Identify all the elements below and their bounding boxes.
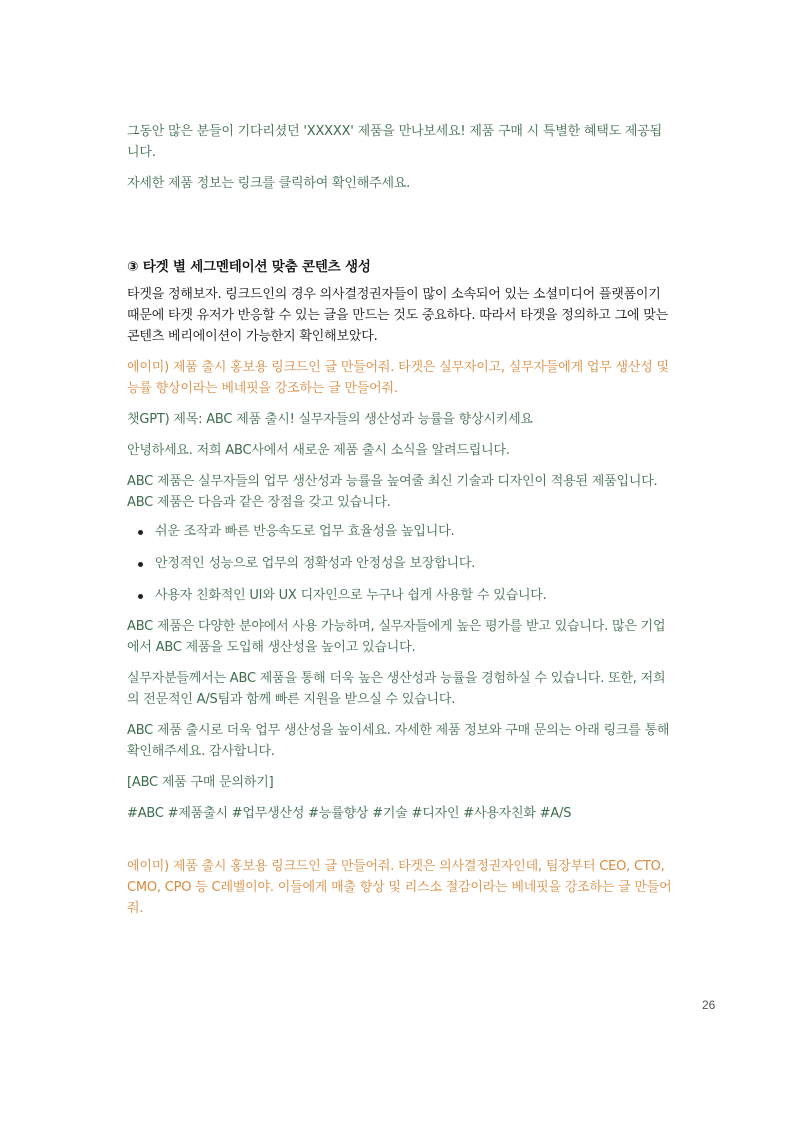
benefit-list bbox=[127, 521, 672, 606]
section-body: 타겟을 정해보자. 링크드인의 경우 의사결정권자들이 많이 소속되어 있는 소셜미디어 플랫폼이기 때문에 타겟 유저가 반응할 수 있는 글을 만드는 것도 중요하다. 따라서 타겟을 정의하고 그에 맞는 콘텐츠 베리에이션이 가능한지 확인해보았다. bbox=[127, 287, 668, 344]
document-page bbox=[127, 0, 672, 919]
intro-paragraph: 그동안 많은 분들이 기다리셨던 'XXXXX' 제품을 만나보세요! 제품 구매 시 특별한 혜택도 제공됩니다. bbox=[127, 124, 663, 160]
response-paragraph-4: ABC 제품 출시로 더욱 업무 생산성을 높이세요. 자세한 제품 정보와 구매 문의는 아래 링크를 통해 확인해주세요. 감사합니다. bbox=[127, 723, 670, 759]
response-paragraph-1: ABC 제품은 실무자들의 업무 생산성과 능률을 높여줄 최신 기술과 디자인이 적용된 제품입니다. ABC 제품은 다음과 같은 장점을 갖고 있습니다. bbox=[127, 474, 658, 510]
prompt-decision-makers: 에이미) 제품 출시 홍보용 링크드인 글 만들어줘. 타겟은 의사결정권자인데, 팀장부터 CEO, CTO, CMO, CPO 등 C레벨이야. 이들에게 매출 향상 및 리스소 절감이라는 베네핏을 강조하는 글 만들어줘. bbox=[127, 859, 672, 916]
hashtags: #ABC #제품출시 #업무생산성 #능률향상 #기술 #디자인 #사용자친화 #A/S bbox=[127, 806, 572, 821]
benefit-item: 쉬운 조작과 빠른 반응속도로 업무 효율성을 높입니다. bbox=[127, 521, 672, 542]
prompt-practitioner: 에이미) 제품 출시 홍보용 링크드인 글 만들어줘. 타겟은 실무자이고, 실무자들에게 업무 생산성 및 능률 향상이라는 베네핏을 강조하는 글 만들어줘. bbox=[127, 360, 669, 396]
section-heading: ③ 타겟 별 세그멘테이션 맞춤 콘텐츠 생성 bbox=[127, 259, 371, 275]
intro-link-instruction: 자세한 제품 정보는 링크를 클릭하여 확인해주세요. bbox=[127, 176, 411, 191]
response-paragraph-3: 실무자분들께서는 ABC 제품을 통해 더욱 높은 생산성과 능률을 경험하실 수 있습니다. 또한, 저희의 전문적인 A/S팀과 함께 빠른 지원을 받으실 수 있습니다. bbox=[127, 671, 666, 707]
response-greeting: 안녕하세요. 저희 ABC사에서 새로운 제품 출시 소식을 알려드립니다. bbox=[127, 443, 510, 458]
benefit-item: 안정적인 성능으로 업무의 정확성과 안정성을 보장합니다. bbox=[127, 553, 672, 574]
page-number: 26 bbox=[702, 998, 716, 1012]
benefit-item: 사용자 친화적인 UI와 UX 디자인으로 누구나 쉽게 사용할 수 있습니다. bbox=[127, 585, 672, 606]
response-paragraph-2: ABC 제품은 다양한 분야에서 사용 가능하며, 실무자들에게 높은 평가를 받고 있습니다. 많은 기업에서 ABC 제품을 도입해 생산성을 높이고 있습니다. bbox=[127, 619, 666, 655]
response-title: 챗GPT) 제목: ABC 제품 출시! 실무자들의 생산성과 능률을 향상시키세요 bbox=[127, 412, 533, 427]
purchase-inquiry-link: [ABC 제품 구매 문의하기] bbox=[127, 775, 274, 790]
